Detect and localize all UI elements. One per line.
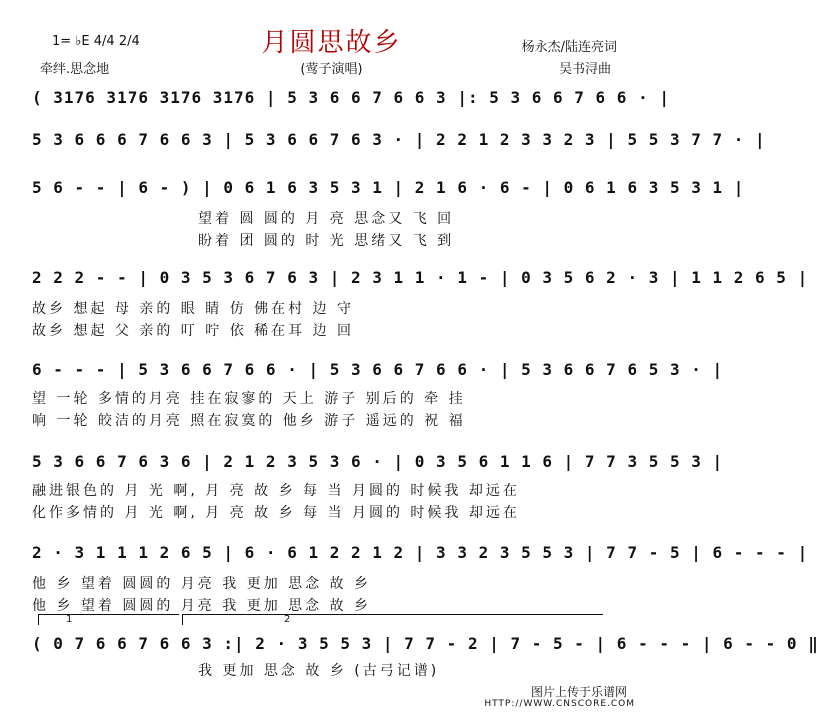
lyric-verse-1: 我 更加 思念 故 乡 (古弓记谱) (198, 663, 440, 679)
lyric-verse-1: 他 乡 望着 圆圆的 月亮 我 更加 思念 故 乡 (32, 576, 372, 592)
upload-credit: 图片上传于乐谱网 (530, 685, 627, 699)
lyricist-credit: 杨永杰/陆连亮词 (521, 40, 617, 55)
lyric-verse-2: 故乡 想起 父 亲的 叮 咛 依 稀在耳 边 回 (32, 323, 355, 339)
performance-mood: 牵绊.思念地 (40, 62, 110, 77)
composer-credit: 吴书浔曲 (558, 62, 611, 77)
lyric-verse-1: 故乡 想起 母 亲的 眼 睛 仿 佛在村 边 守 (32, 301, 355, 317)
site-url: HTTP://WWW.CNSCORE.COM (484, 699, 635, 709)
notation-line: 5 3 6 6 7 6 3 6 | 2 1 2 3 5 3 6 · | 0 3 5 6 1 1 6 | 7 7 3 5 5 3 | (32, 452, 724, 471)
lyric-verse-2: 响 一轮 皎洁的月亮 照在寂寞的 他乡 游子 遥远的 祝 福 (32, 413, 466, 429)
lyric-verse-2: 化作多情的 月 光 啊, 月 亮 故 乡 每 当 月圆的 时候我 却远在 (32, 505, 520, 521)
notation-line: 5 6 - - | 6 - ) | 0 6 1 6 3 5 3 1 | 2 1 6 · 6 - | 0 6 1 6 3 5 3 1 | (32, 178, 745, 197)
lyric-verse-2: 盼着 团 圆的 时 光 思绪又 飞 到 (198, 233, 455, 249)
singer-credit: (莺子演唱) (300, 62, 363, 77)
notation-line: 2 2 2 - - | 0 3 5 3 6 7 6 3 | 2 3 1 1 · 1 - | 0 3 5 6 2 · 3 | 1 1 2 6 5 | (32, 268, 809, 287)
song-title: 月圆思故乡 (261, 28, 402, 58)
lyric-verse-1: 望着 圆 圆的 月 亮 思念又 飞 回 (198, 211, 455, 227)
notation-line: ( 3176 3176 3176 3176 | 5 3 6 6 7 6 6 3 |: 5 3 6 6 7 6 6 · | (32, 88, 670, 107)
notation-line: ( 0 7 6 6 7 6 6 3 :| 2 · 3 5 5 3 | 7 7 - 2 | 7 - 5 - | 6 - - - | 6 - - 0 ‖ (32, 634, 819, 653)
volta-label-1: 1 (66, 614, 73, 625)
notation-line: 5 3 6 6 6 7 6 6 3 | 5 3 6 6 7 6 3 · | 2 2 1 2 3 3 2 3 | 5 5 3 7 7 · | (32, 130, 766, 149)
lyric-verse-1: 融进银色的 月 光 啊, 月 亮 故 乡 每 当 月圆的 时候我 却远在 (32, 483, 520, 499)
lyric-verse-2: 他 乡 望着 圆圆的 月亮 我 更加 思念 故 乡 (32, 598, 372, 614)
volta-bracket-2 (182, 614, 603, 625)
volta-bracket-1 (38, 614, 179, 625)
notation-line: 6 - - - | 5 3 6 6 7 6 6 · | 5 3 6 6 7 6 6 · | 5 3 6 6 7 6 5 3 · | (32, 360, 724, 379)
lyric-verse-1: 望 一轮 多情的月亮 挂在寂寥的 天上 游子 别后的 牵 挂 (32, 391, 466, 407)
key-signature: 1= ♭E 4/4 2/4 (52, 34, 140, 49)
notation-line: 2 · 3 1 1 1 2 6 5 | 6 · 6 1 2 2 1 2 | 3 3 2 3 5 5 3 | 7 7 - 5 | 6 - - - | (32, 543, 809, 562)
volta-label-2: 2 (284, 614, 291, 625)
